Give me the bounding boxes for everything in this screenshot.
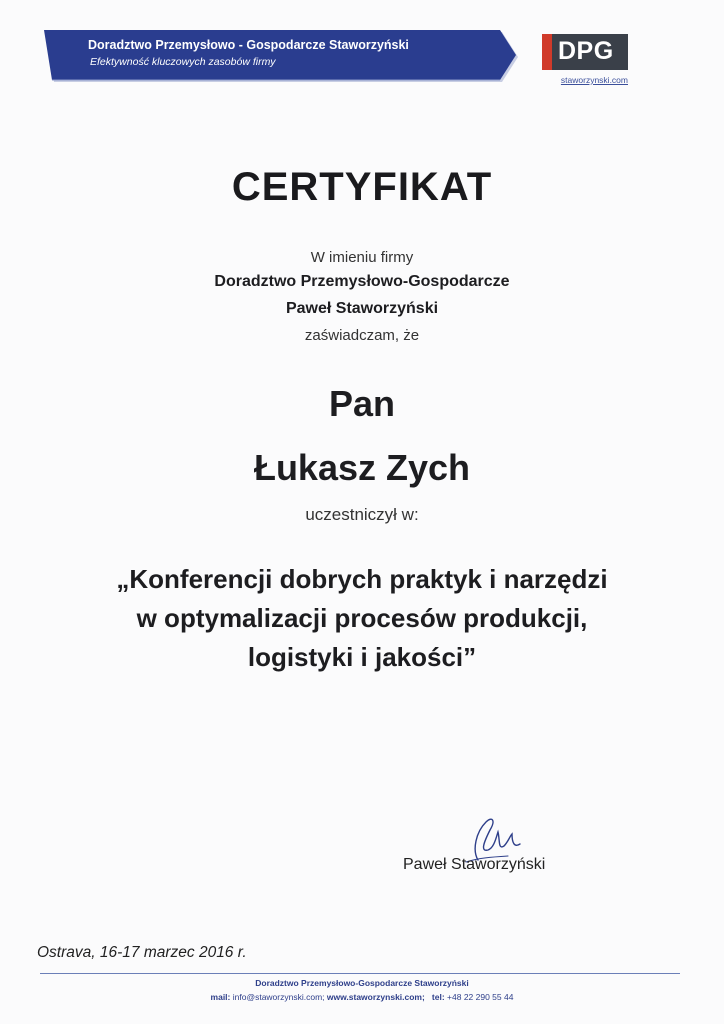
header-banner: [44, 30, 520, 84]
issuer-person: Paweł Staworzyński: [285, 300, 439, 317]
dpg-logo: [542, 34, 628, 70]
salutation: Pan: [328, 383, 396, 424]
attest-text: zaświadczam, że: [304, 327, 420, 344]
event-title-line: w optymalizacji procesów produkcji,: [136, 603, 588, 633]
intro-text: W imieniu firmy: [310, 249, 414, 266]
footer-company: Doradztwo Przemysłowo-Gospodarcze Staworzyński: [255, 978, 469, 988]
logo-text: DPG: [558, 37, 614, 65]
header-tagline: Efektywność kluczowych zasobów firmy: [90, 56, 276, 68]
certificate-title: CERTYFIKAT: [231, 165, 493, 209]
logo-url-link[interactable]: staworzynski.com: [560, 75, 628, 85]
recipient-name: Łukasz Zych: [253, 447, 471, 488]
event-title-line: logistyki i jakości”: [247, 642, 477, 672]
logo-accent-bar: [542, 34, 552, 70]
footer-contact: [0, 992, 724, 1002]
footer-divider: [40, 973, 680, 974]
header-company: Doradztwo Przemysłowo - Gospodarcze Staworzyński: [88, 38, 409, 52]
event-title: [0, 560, 724, 677]
footer-tel-label: tel:: [431, 992, 445, 1002]
footer-tel: +48 22 290 55 44: [447, 992, 514, 1002]
place-date: Ostrava, 16-17 marzec 2016 r.: [37, 944, 247, 961]
footer-website-link[interactable]: www.staworzynski.com;: [326, 992, 425, 1002]
event-title-line: „Konferencji dobrych praktyk i narzędzi: [116, 564, 608, 594]
signatory-name: Paweł Staworzyński: [403, 856, 546, 873]
participated-text: uczestniczył w:: [305, 505, 419, 524]
issuer-company: Doradztwo Przemysłowo-Gospodarcze: [214, 273, 510, 290]
footer-mail-link[interactable]: info@staworzynski.com;: [232, 992, 325, 1002]
footer-mail-label: mail:: [210, 992, 231, 1002]
